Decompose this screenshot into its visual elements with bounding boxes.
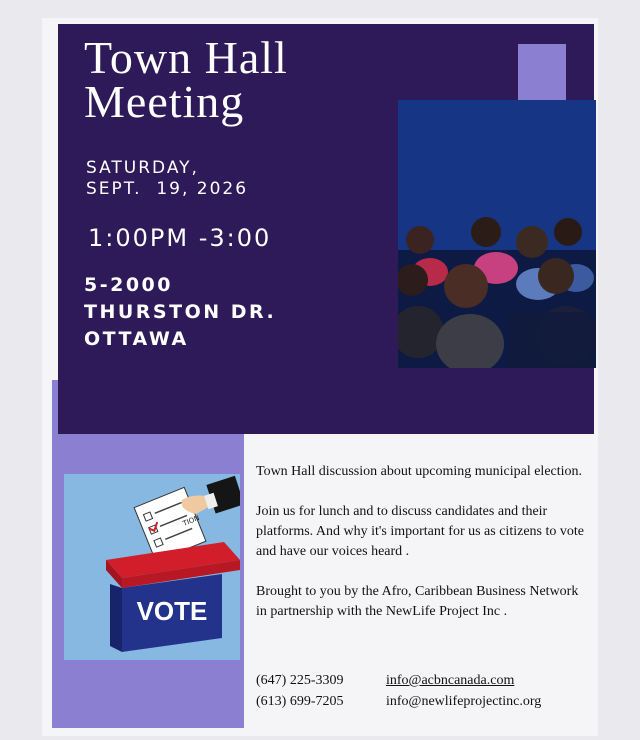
address-line-3: OTTAWA — [84, 328, 189, 350]
event-description — [256, 462, 592, 642]
paragraph-invite: Join us for lunch and to discuss candidates and their platforms. And why it's important for us as citizens to vote and have our voices heard . — [256, 504, 584, 559]
ballot-box-image — [64, 474, 240, 660]
email-link[interactable]: info@acbncanada.com — [386, 673, 515, 688]
address-line-1: 5-2000 — [84, 274, 173, 296]
event-title — [84, 32, 288, 127]
address-line-2: THURSTON DR. — [84, 301, 277, 323]
paragraph-intro: Town Hall discussion about upcoming municipal election. — [256, 464, 583, 479]
date-line-2: SEPT. 19, 2026 — [86, 179, 249, 199]
vote-label: VOTE — [136, 596, 208, 626]
contact-row — [256, 670, 596, 691]
contact-info — [256, 670, 596, 712]
title-line-2: Meeting — [84, 76, 245, 127]
title-line-1: Town Hall — [84, 32, 288, 83]
phone-number: (613) 699-7205 — [256, 694, 344, 709]
paragraph-sponsors: Brought to you by the Afro, Caribbean Business Network in partnership with the NewLife Project Inc . — [256, 584, 579, 619]
event-address — [84, 272, 276, 353]
audience-photo — [398, 100, 596, 368]
audience-illustration — [398, 100, 596, 368]
email-address: info@newlifeprojectinc.org — [386, 694, 542, 709]
date-line-1: SATURDAY, — [86, 158, 199, 178]
ballot-box-illustration — [64, 474, 240, 660]
ballot-label: TION — [181, 514, 201, 528]
contact-row — [256, 691, 596, 712]
event-date — [86, 158, 248, 200]
phone-number: (647) 225-3309 — [256, 673, 344, 688]
event-time: 1:00PM -3:00 — [88, 224, 272, 252]
